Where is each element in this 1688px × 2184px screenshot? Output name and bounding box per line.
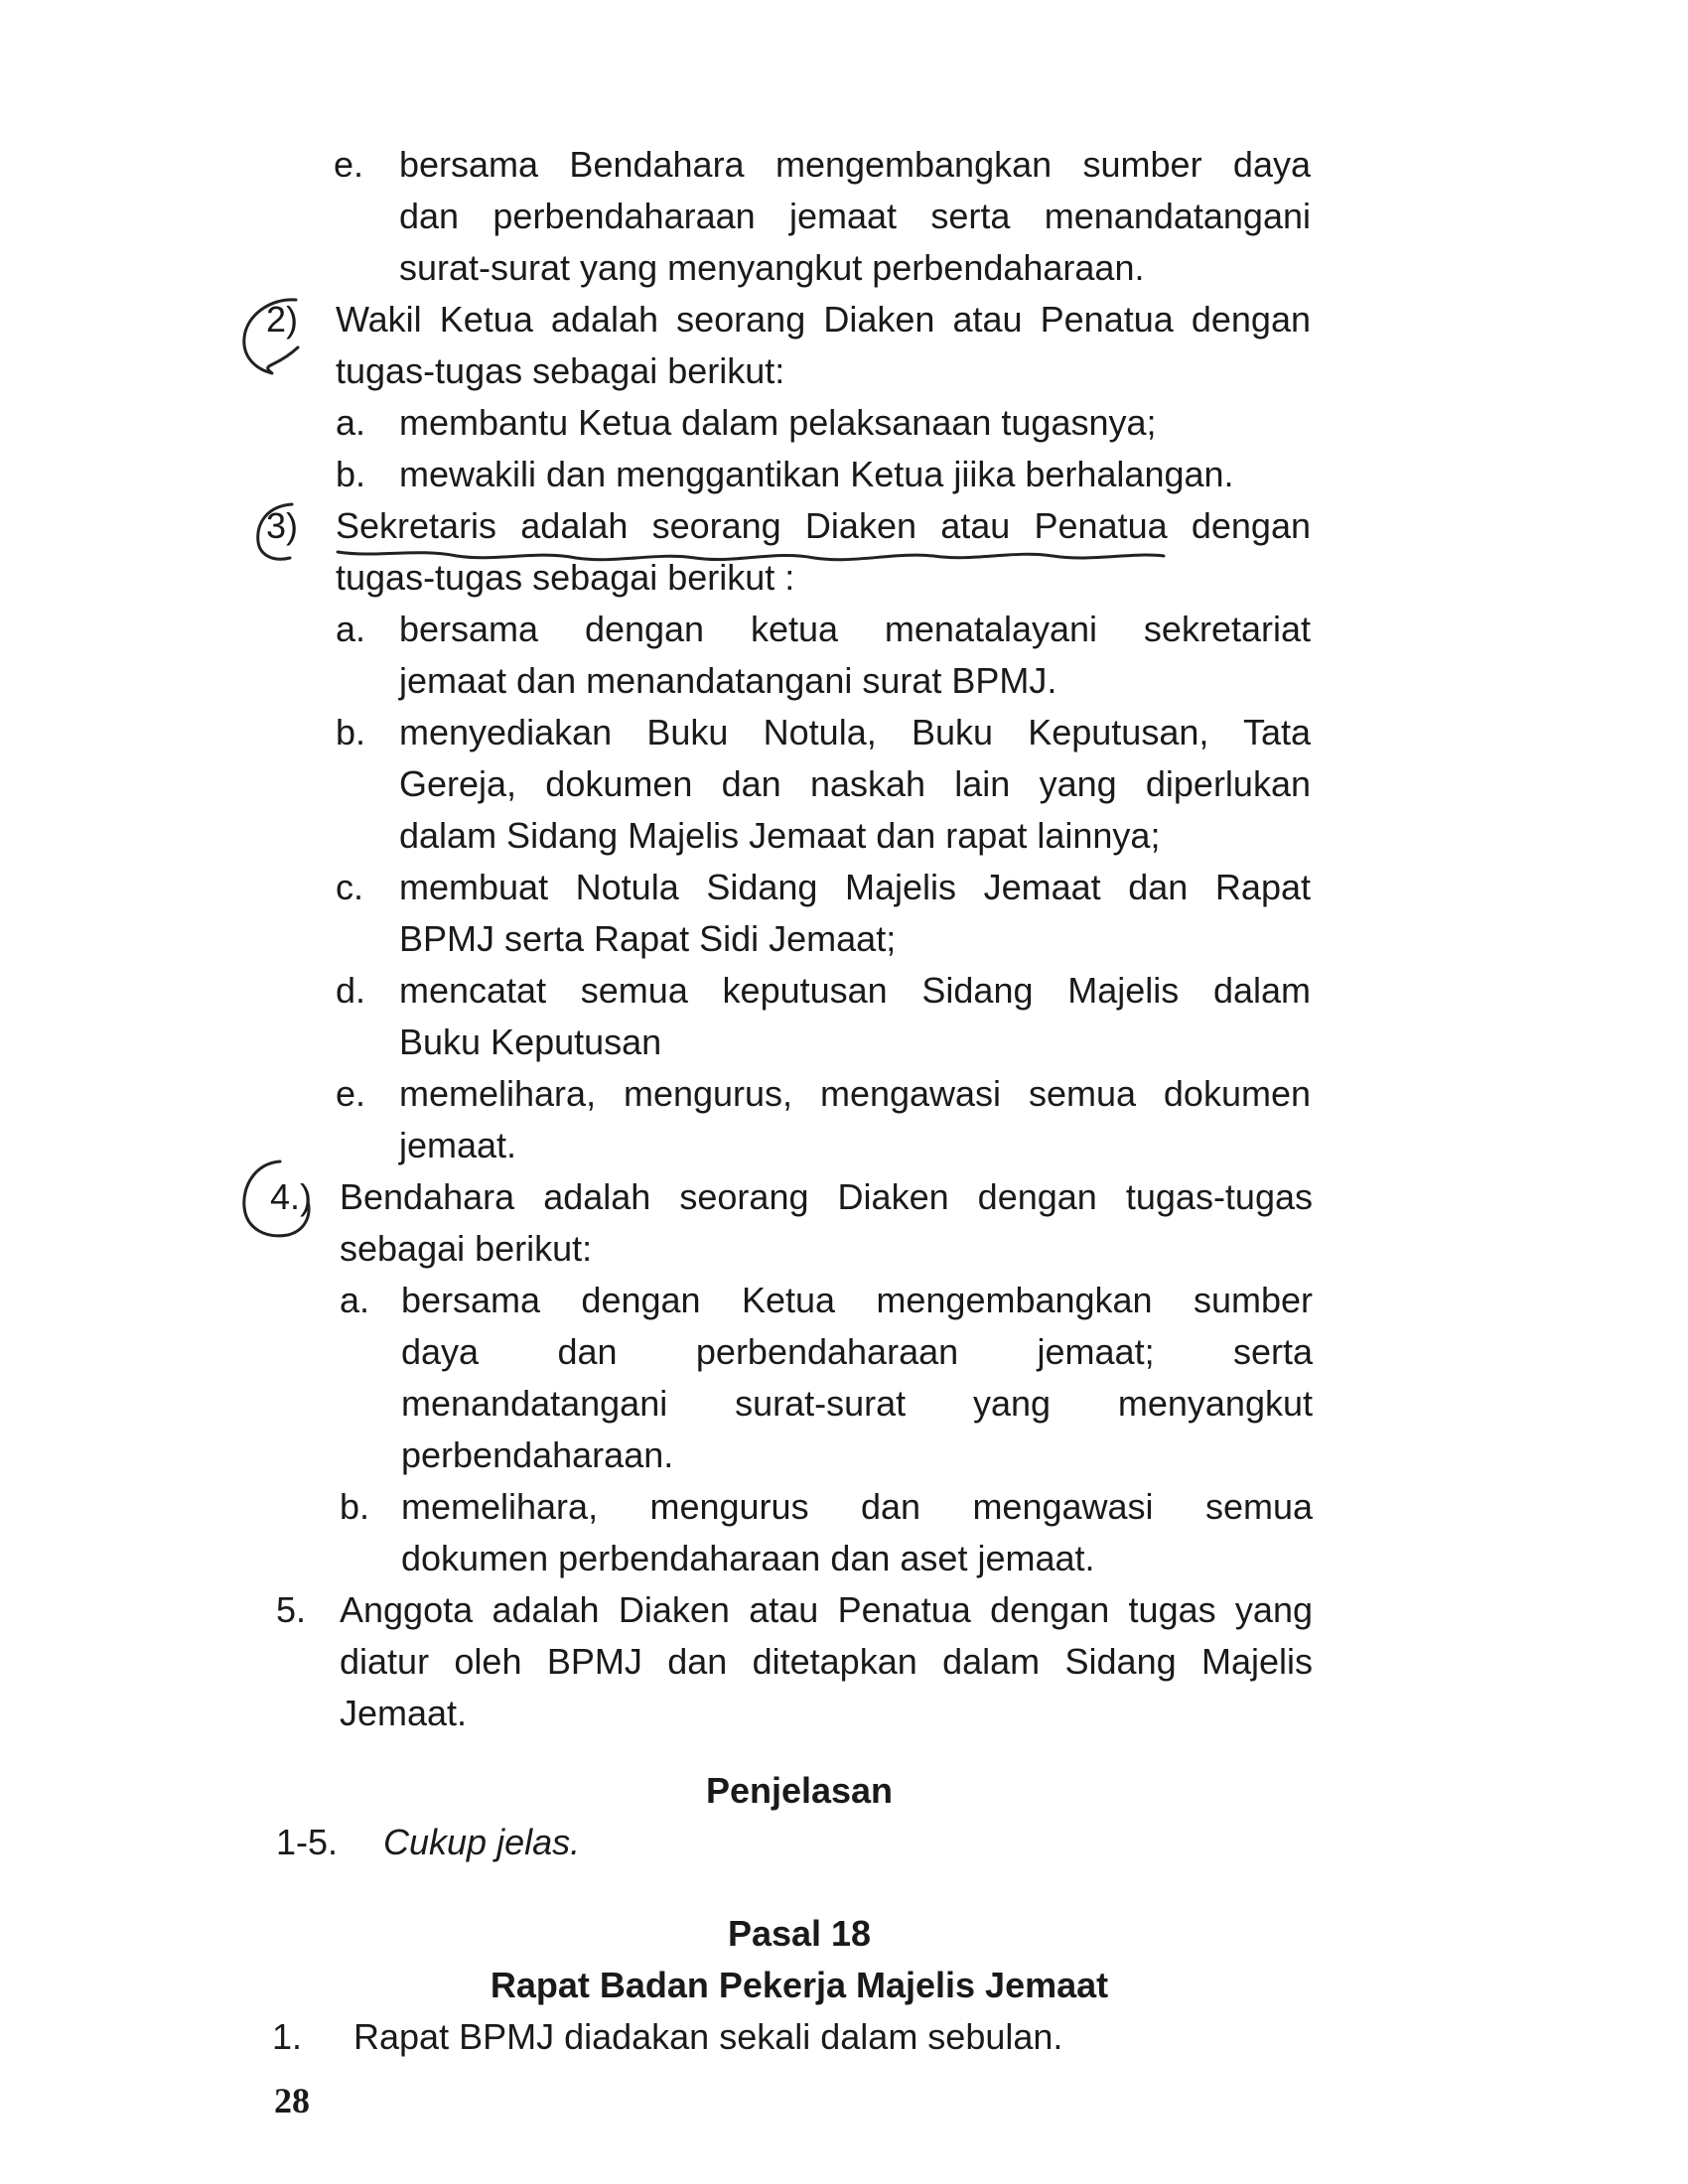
item4-line-2: sebagai berikut: [340,1228,593,1269]
item2-a-marker: a. [336,402,366,443]
item4-a-line-3: menandatangani surat-surat yang menyangkut [401,1383,1313,1424]
item5-line-2: diatur oleh BPMJ dan ditetapkan dalam Sidang Majelis [340,1641,1313,1682]
item3-c-marker: c. [336,867,364,907]
item3-c-line-2: BPMJ serta Rapat Sidi Jemaat; [399,918,897,959]
item4-marker: 4.) [270,1176,313,1217]
item-e-line-3: surat-surat yang menyangkut perbendaharaan. [399,247,1145,288]
pasal-item1-text: Rapat BPMJ diadakan sekali dalam sebulan. [353,2016,1063,2057]
item4-a-marker: a. [340,1280,370,1320]
item3-b-line-3: dalam Sidang Majelis Jemaat dan rapat lainnya; [399,815,1161,856]
item5-marker: 5. [276,1589,307,1630]
item2-b-line-1: mewakili dan menggantikan Ketua jiika berhalangan. [399,454,1234,494]
item3-a-line-1: bersama dengan ketua menatalayani sekretariat [399,609,1311,649]
item3-d-marker: d. [336,970,366,1011]
item4-b-line-1: memelihara, mengurus dan mengawasi semua [401,1486,1313,1527]
item3-b-line-1: menyediakan Buku Notula, Buku Keputusan, Tata [399,712,1311,752]
item2-b-marker: b. [336,454,366,494]
item3-e-line-1: memelihara, mengurus, mengawasi semua dokumen [399,1073,1311,1114]
item3-b-line-2: Gereja, dokumen dan naskah lain yang diperlukan [399,763,1311,804]
item4-a-line-1: bersama dengan Ketua mengembangkan sumber [401,1280,1313,1320]
pasal-item1-marker: 1. [272,2016,303,2057]
page-number: 28 [274,2081,310,2120]
item4-line-1: Bendahara adalah seorang Diaken dengan tugas-tugas [340,1176,1313,1217]
item-e-marker: e. [334,144,364,185]
item3-c-line-1: membuat Notula Sidang Majelis Jemaat dan Rapat [399,867,1311,907]
item5-line-3: Jemaat. [340,1693,468,1733]
item4-a-line-2: daya dan perbendaharaan jemaat; serta [401,1331,1313,1372]
item4-b-marker: b. [340,1486,370,1527]
item3-line-2: tugas-tugas sebagai berikut : [336,557,795,598]
pasal-number: Pasal 18 [727,1913,872,1954]
item2-marker: 2) [266,299,299,340]
item3-line-1: Sekretaris adalah seorang Diaken atau Penatua dengan [336,505,1311,546]
item3-a-line-2: jemaat dan menandatangani surat BPMJ. [399,660,1057,701]
pasal-title: Rapat Badan Pekerja Majelis Jemaat [490,1965,1109,2005]
item-e-line-1: bersama Bendahara mengembangkan sumber daya [399,144,1311,185]
item2-line-1: Wakil Ketua adalah seorang Diaken atau Penatua dengan [336,299,1311,340]
penjelasan-marker: 1-5. [276,1822,339,1862]
item2-a-line-1: membantu Ketua dalam pelaksanaan tugasnya; [399,402,1157,443]
item3-e-line-2: jemaat. [399,1125,517,1165]
item2-line-2: tugas-tugas sebagai berikut: [336,350,785,391]
item4-b-line-2: dokumen perbendaharaan dan aset jemaat. [401,1538,1095,1578]
item5-line-1: Anggota adalah Diaken atau Penatua dengan tugas yang [340,1589,1313,1630]
item3-b-marker: b. [336,712,366,752]
item4-a-line-4: perbendaharaan. [401,1434,674,1475]
penjelasan-heading: Penjelasan [705,1770,894,1811]
item3-a-marker: a. [336,609,366,649]
penjelasan-text: Cukup jelas. [383,1822,581,1862]
item3-d-line-2: Buku Keputusan [399,1022,662,1062]
item3-marker: 3) [266,505,299,546]
item-e-line-2: dan perbendaharaan jemaat serta menandatangani [399,196,1311,236]
item3-e-marker: e. [336,1073,366,1114]
item3-d-line-1: mencatat semua keputusan Sidang Majelis dalam [399,970,1311,1011]
